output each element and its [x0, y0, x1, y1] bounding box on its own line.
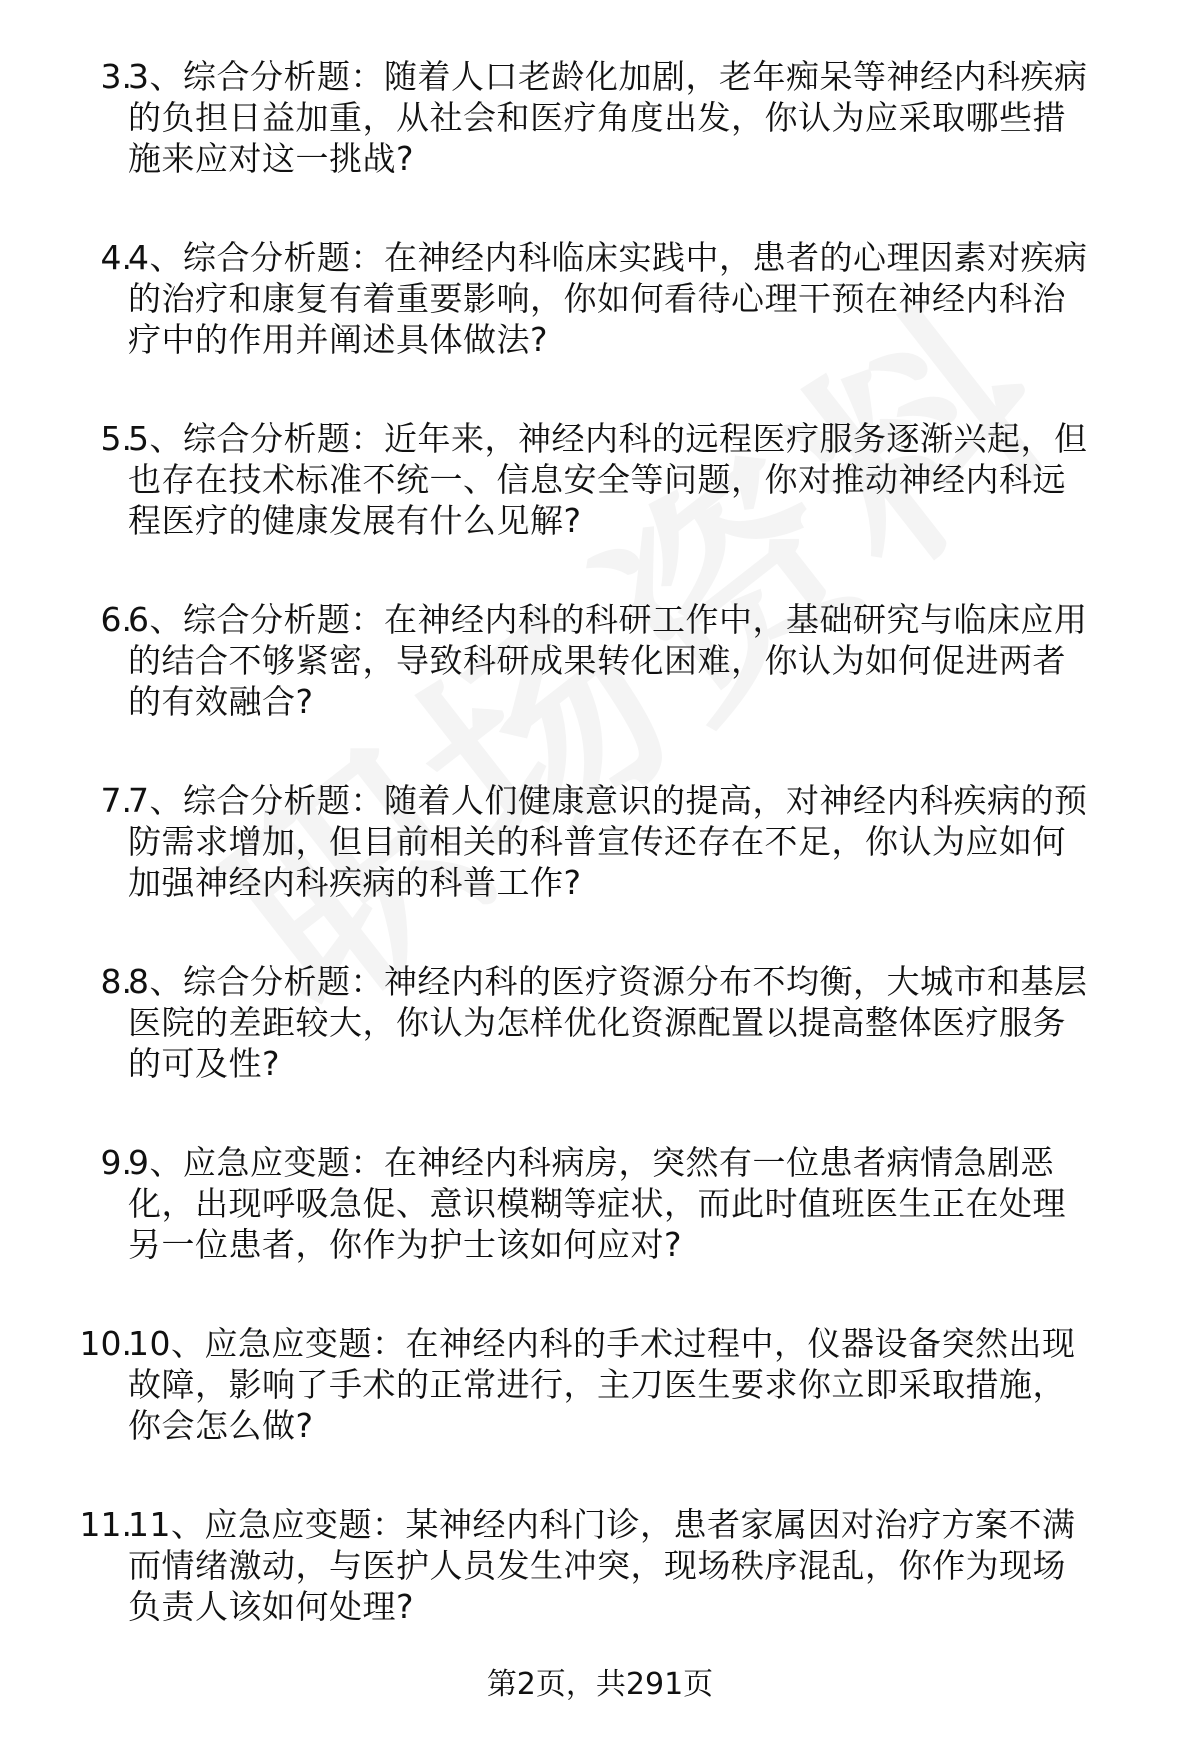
- question-text: [128, 961, 1163, 1084]
- question-line: 8、综合分析题：神经内科的医疗资源分布不均衡，大城市和基层: [128, 962, 1088, 1001]
- question-line: 程医疗的健康发展有什么见解?: [128, 501, 582, 540]
- question-text: [128, 1142, 1163, 1265]
- question-line: 故障，影响了手术的正常进行，主刀医生要求你立即采取措施，: [128, 1365, 1066, 1404]
- question-line: 3、综合分析题：随着人口老龄化加剧，老年痴呆等神经内科疾病: [128, 57, 1088, 96]
- question-line: 的结合不够紧密，导致科研成果转化困难，你认为如何促进两者: [128, 641, 1066, 680]
- question-line: 疗中的作用并阐述具体做法?: [128, 320, 549, 359]
- question-item-5: [0, 418, 1200, 599]
- question-number: 9.: [100, 1143, 132, 1182]
- question-list: [0, 56, 1200, 1685]
- question-item-6: [0, 599, 1200, 780]
- question-text: [128, 1504, 1163, 1627]
- question-line: 10、应急应变题：在神经内科的手术过程中，仪器设备突然出现: [128, 1324, 1076, 1363]
- question-line: 5、综合分析题：近年来，神经内科的远程医疗服务逐渐兴起，但: [128, 419, 1088, 458]
- question-line: 医院的差距较大，你认为怎样优化资源配置以提高整体医疗服务: [128, 1003, 1066, 1042]
- question-item-10: [0, 1323, 1200, 1504]
- question-number: 5.: [100, 419, 132, 458]
- question-text: [128, 1323, 1163, 1446]
- question-line: 施来应对这一挑战?: [128, 139, 415, 178]
- question-line: 9、应急应变题：在神经内科病房，突然有一位患者病情急剧恶: [128, 1143, 1054, 1182]
- question-line: 加强神经内科疾病的科普工作?: [128, 863, 582, 902]
- question-number: 8.: [100, 962, 132, 1001]
- question-line: 化，出现呼吸急促、意识模糊等症状，而此时值班医生正在处理: [128, 1184, 1066, 1223]
- question-line: 的可及性?: [128, 1044, 281, 1083]
- question-number: 3.: [100, 57, 132, 96]
- question-line: 的负担日益加重，从社会和医疗角度出发，你认为应采取哪些措: [128, 98, 1066, 137]
- question-item-9: [0, 1142, 1200, 1323]
- question-text: [128, 780, 1163, 903]
- question-line: 的有效融合?: [128, 682, 314, 721]
- question-line: 也存在技术标准不统一、信息安全等问题，你对推动神经内科远: [128, 460, 1066, 499]
- question-number: 6.: [100, 600, 132, 639]
- question-item-4: [0, 237, 1200, 418]
- question-line: 防需求增加，但目前相关的科普宣传还存在不足，你认为应如何: [128, 822, 1066, 861]
- page-footer: [0, 1665, 1200, 1705]
- question-number: 11.: [79, 1505, 132, 1544]
- question-line: 4、综合分析题：在神经内科临床实践中，患者的心理因素对疾病: [128, 238, 1088, 277]
- question-line: 而情绪激动，与医护人员发生冲突，现场秩序混乱，你作为现场: [128, 1546, 1066, 1585]
- question-item-11: [0, 1504, 1200, 1685]
- question-item-8: [0, 961, 1200, 1142]
- question-line: 负责人该如何处理?: [128, 1587, 415, 1626]
- question-line: 另一位患者，你作为护士该如何应对?: [128, 1225, 683, 1264]
- question-text: [128, 599, 1163, 722]
- question-line: 7、综合分析题：随着人们健康意识的提高，对神经内科疾病的预: [128, 781, 1088, 820]
- page-number-label: 第2页，共291页: [486, 1667, 714, 1702]
- question-text: [128, 237, 1163, 360]
- question-line: 6、综合分析题：在神经内科的科研工作中，基础研究与临床应用: [128, 600, 1088, 639]
- question-line: 的治疗和康复有着重要影响，你如何看待心理干预在神经内科治: [128, 279, 1066, 318]
- question-line: 11、应急应变题：某神经内科门诊，患者家属因对治疗方案不满: [128, 1505, 1076, 1544]
- question-number: 10.: [79, 1324, 132, 1363]
- question-text: [128, 56, 1163, 179]
- question-line: 你会怎么做?: [128, 1406, 314, 1445]
- question-text: [128, 418, 1163, 541]
- question-number: 7.: [100, 781, 132, 820]
- question-item-3: [0, 56, 1200, 237]
- question-number: 4.: [100, 238, 132, 277]
- question-item-7: [0, 780, 1200, 961]
